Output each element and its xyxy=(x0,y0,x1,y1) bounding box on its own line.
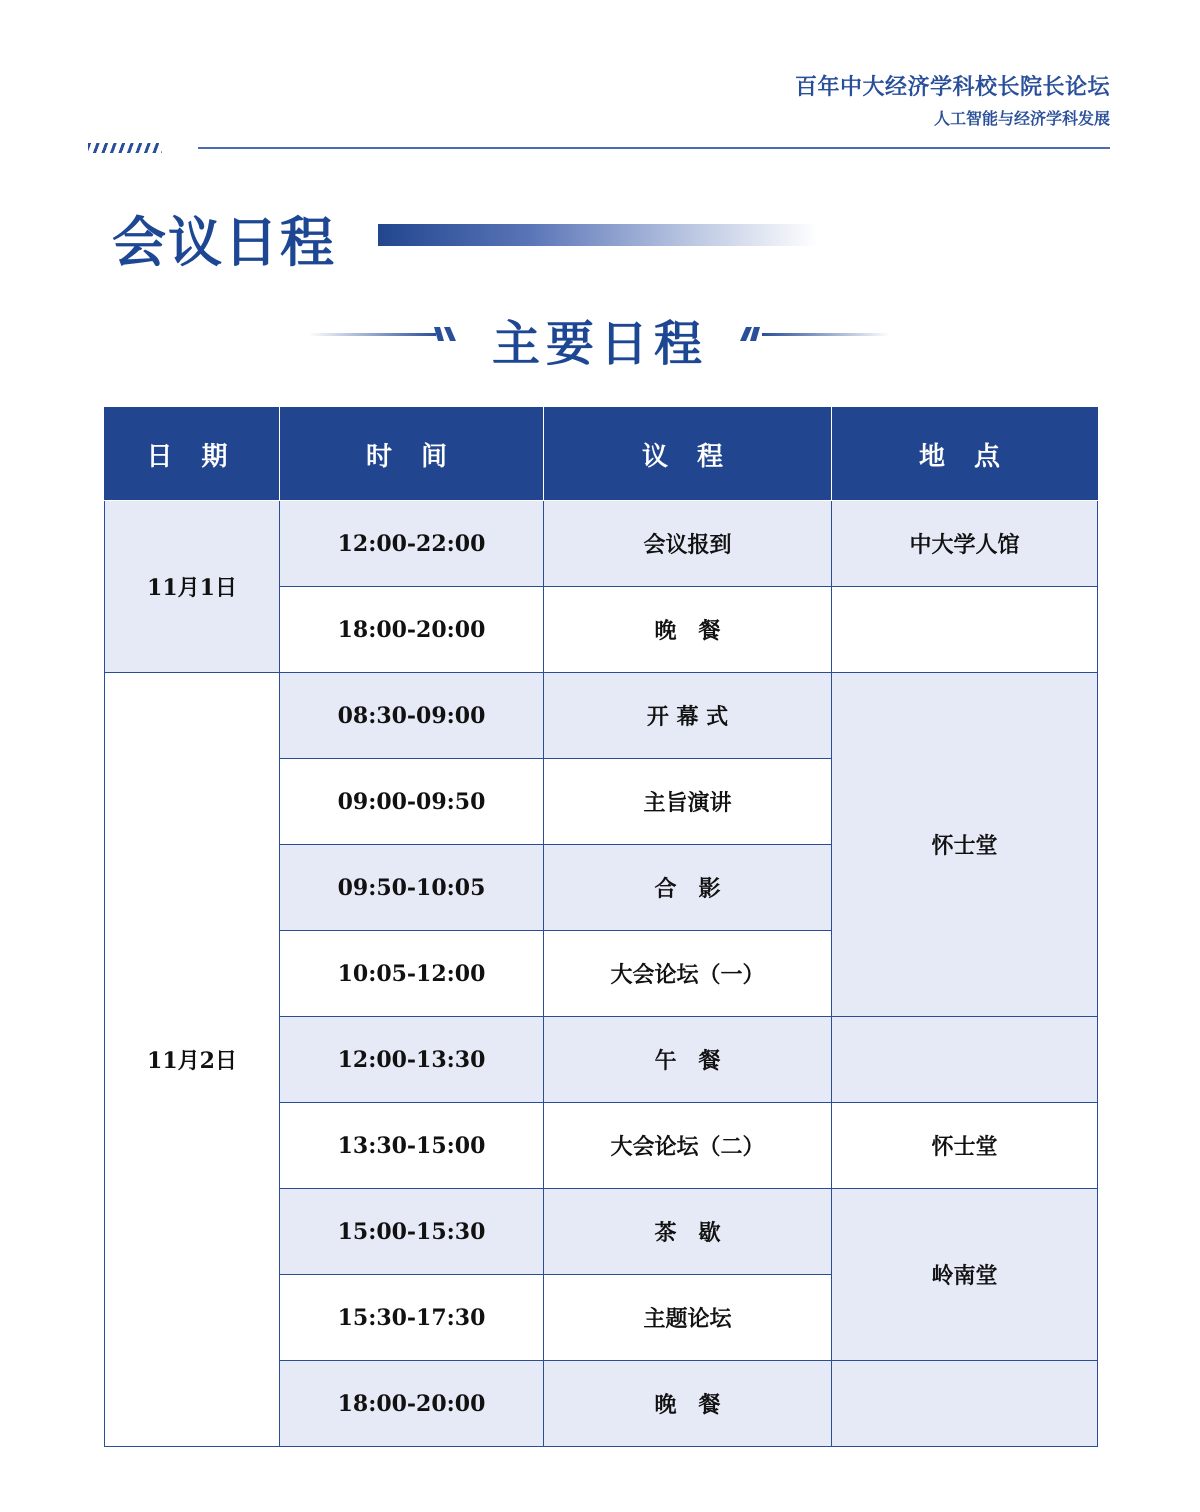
time-cell: 15:30-17:30 xyxy=(280,1275,544,1361)
time-cell: 15:00-15:30 xyxy=(280,1189,544,1275)
agenda-cell: 开 幕 式 xyxy=(544,673,832,759)
subtitle-line-right xyxy=(762,333,890,336)
time-cell: 18:00-20:00 xyxy=(280,1361,544,1447)
header-divider xyxy=(198,147,1110,149)
forum-title: 百年中大经济学科校长院长论坛 xyxy=(794,75,1110,100)
agenda-cell: 主旨演讲 xyxy=(544,759,832,845)
agenda-cell: 主题论坛 xyxy=(544,1275,832,1361)
venue-cell xyxy=(832,587,1098,673)
time-cell: 08:30-09:00 xyxy=(280,673,544,759)
venue-cell: 怀士堂 xyxy=(832,1103,1098,1189)
agenda-cell: 大会论坛（二） xyxy=(544,1103,832,1189)
agenda-cell: 晚 餐 xyxy=(544,587,832,673)
table-row xyxy=(105,501,1098,587)
time-cell: 12:00-13:30 xyxy=(280,1017,544,1103)
venue-cell: 岭南堂 xyxy=(832,1189,1098,1361)
time-cell: 18:00-20:00 xyxy=(280,587,544,673)
time-cell: 09:00-09:50 xyxy=(280,759,544,845)
header-time: 时 间 xyxy=(280,408,544,501)
header-agenda: 议 程 xyxy=(544,408,832,501)
table-header-row xyxy=(105,408,1098,501)
agenda-cell: 大会论坛（一） xyxy=(544,931,832,1017)
date-cell: 11月1日 xyxy=(105,501,280,673)
agenda-cell: 茶 歇 xyxy=(544,1189,832,1275)
venue-cell: 怀士堂 xyxy=(832,673,1098,1017)
venue-cell: 中大学人馆 xyxy=(832,501,1098,587)
venue-cell xyxy=(832,1361,1098,1447)
agenda-cell: 合 影 xyxy=(544,845,832,931)
table-row xyxy=(105,673,1098,759)
subtitle-line-left xyxy=(308,333,436,336)
agenda-cell: 会议报到 xyxy=(544,501,832,587)
section-title: 会议日程 xyxy=(112,210,336,274)
agenda-cell: 晚 餐 xyxy=(544,1361,832,1447)
schedule-table xyxy=(104,407,1098,1447)
time-cell: 09:50-10:05 xyxy=(280,845,544,931)
venue-cell xyxy=(832,1017,1098,1103)
subtitle-arrow-left-icon xyxy=(430,323,458,345)
agenda-cell: 午 餐 xyxy=(544,1017,832,1103)
time-cell: 13:30-15:00 xyxy=(280,1103,544,1189)
header-venue: 地 点 xyxy=(832,408,1098,501)
slash-decoration xyxy=(88,143,162,153)
schedule-subtitle: 主要日程 xyxy=(491,316,708,372)
time-cell: 12:00-22:00 xyxy=(280,501,544,587)
forum-subtitle: 人工智能与经济学科发展 xyxy=(933,109,1110,128)
header-date: 日 期 xyxy=(105,408,280,501)
date-cell: 11月2日 xyxy=(105,673,280,1447)
time-cell: 10:05-12:00 xyxy=(280,931,544,1017)
section-gradient-bar xyxy=(378,224,818,246)
